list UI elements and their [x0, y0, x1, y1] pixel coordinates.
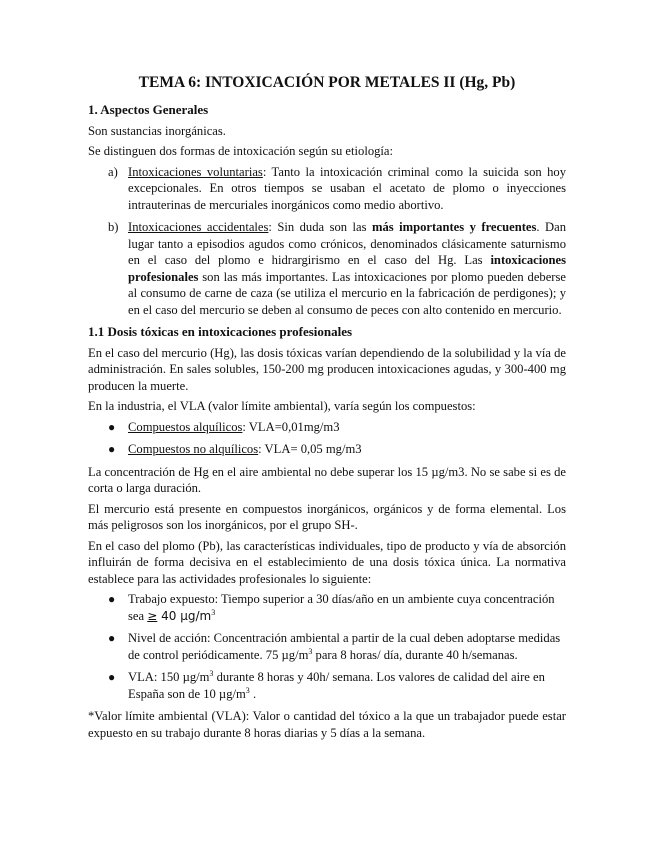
bullet-list	[88, 419, 566, 458]
paragraph: La concentración de Hg en el aire ambiental no debe superar los 15 µg/m3. No se sabe si es de corta o larga duración.	[88, 464, 566, 495]
bullet-icon: ●	[108, 442, 116, 456]
list-item-body	[128, 164, 566, 214]
list-text: para 8 horas/ día, durante 40 h/semanas.	[312, 647, 518, 662]
list-text: : Sin duda son las	[268, 220, 372, 234]
list-item	[88, 591, 566, 624]
superscript: 3	[245, 685, 250, 695]
list-text: son las más importantes. Las intoxicaciones por plomo pueden deberse al consumo de carne de caza (se utiliza el mercurio en la fabricación de perdigones); y en el caso del mercurio se deben al consumo de peces con alto contenido en mercurio.	[128, 269, 566, 317]
bullet-icon: ●	[108, 592, 116, 606]
paragraph: Se distinguen dos formas de intoxicación según su etiología:	[88, 144, 393, 158]
list-text: Nivel de acción: Concentración ambiental a partir de la cual deben adoptarse medidas de control periódicamente. 75 µg/m	[128, 631, 561, 662]
list-marker: a)	[108, 164, 118, 179]
term-label: Compuestos no alquílicos	[128, 442, 259, 456]
bold-text: intoxicaciones profesionales	[128, 253, 566, 284]
list-text: : VLA= 0,05 mg/m3	[258, 442, 362, 456]
list-item	[88, 669, 566, 702]
list-item-body	[128, 219, 566, 318]
bullet-list	[88, 591, 566, 702]
geq-symbol: ≥	[147, 608, 158, 623]
list-text: : VLA=0,01mg/m3	[242, 419, 340, 434]
superscript: 3	[308, 646, 313, 656]
term-label: Compuestos alquílicos	[128, 419, 243, 434]
list-item	[88, 419, 566, 436]
list-item	[88, 630, 566, 663]
document-title: TEMA 6: INTOXICACIÓN POR METALES II (Hg, Pb)	[138, 74, 516, 91]
list-text: Trabajo expuesto: Tiempo superior a 30 días/año en un ambiente cuya concentración sea	[128, 592, 555, 623]
list-text: durante 8 horas y 40h/ semana. Los valores de calidad del aire en España son de 10 µg/m	[128, 670, 545, 701]
list-item	[88, 441, 566, 458]
bold-text: más importantes y frecuentes	[371, 220, 537, 234]
paragraph: En el caso del plomo (Pb), las características individuales, tipo de producto y vía de absorción influirán de forma decisiva en el establecimiento de una dosis tóxica única. La normativa establece para las actividades profesionales lo siguiente:	[88, 538, 566, 586]
superscript: 3	[209, 668, 214, 678]
bullet-icon: ●	[108, 631, 116, 645]
paragraph: En la industria, el VLA (valor límite ambiental), varía según los compuestos:	[88, 399, 476, 413]
list-text: VLA: 150 µg/m	[128, 670, 210, 684]
list-marker: b)	[108, 220, 119, 234]
footnote: *Valor límite ambiental (VLA): Valor o cantidad del tóxico a la que un trabajador puede estar expuesto en su trabajo durante 8 horas diarias y 5 días a la semana.	[88, 709, 566, 740]
list-text: . Dan lugar tanto a episodios agudos como crónicos, denominados clásicamente saturnismo en el caso del plomo e hidrargirismo en el caso del Hg. Las	[128, 220, 566, 267]
list-item	[88, 164, 566, 214]
bullet-icon: ●	[108, 670, 116, 684]
superscript: 3	[211, 607, 216, 617]
list-text: : Tanto la intoxicación criminal como la suicida son hoy excepcionales. En otros tiempos se usaban el acetato de plomo o inyecciones intrauterinas de mercuriales inorgánicos como medio abortivo.	[128, 164, 567, 212]
lettered-list	[88, 164, 566, 319]
bullet-icon: ●	[108, 419, 116, 434]
list-item	[88, 219, 566, 318]
term-label: Intoxicaciones voluntarias	[128, 164, 263, 179]
paragraph: Son sustancias inorgánicas.	[88, 123, 226, 138]
list-text: .	[249, 686, 257, 701]
paragraph: El mercurio está presente en compuestos inorgánicos, orgánicos y de forma elemental. Los más peligrosos son los inorgánicos, por el grupo SH-.	[88, 501, 566, 532]
document-page	[88, 74, 566, 745]
list-text: 40 µg/m	[157, 608, 212, 623]
paragraph: En el caso del mercurio (Hg), las dosis tóxicas varían dependiendo de la solubilidad y la vía de administración. En sales solubles, 150-200 mg producen intoxicaciones agudas, y 300-400 mg producen la muerte.	[88, 345, 566, 393]
term-label: Intoxicaciones accidentales	[128, 220, 269, 234]
section-heading-aspectos: 1. Aspectos Generales	[88, 102, 209, 117]
section-heading-dosis: 1.1 Dosis tóxicas en intoxicaciones profesionales	[88, 324, 353, 339]
